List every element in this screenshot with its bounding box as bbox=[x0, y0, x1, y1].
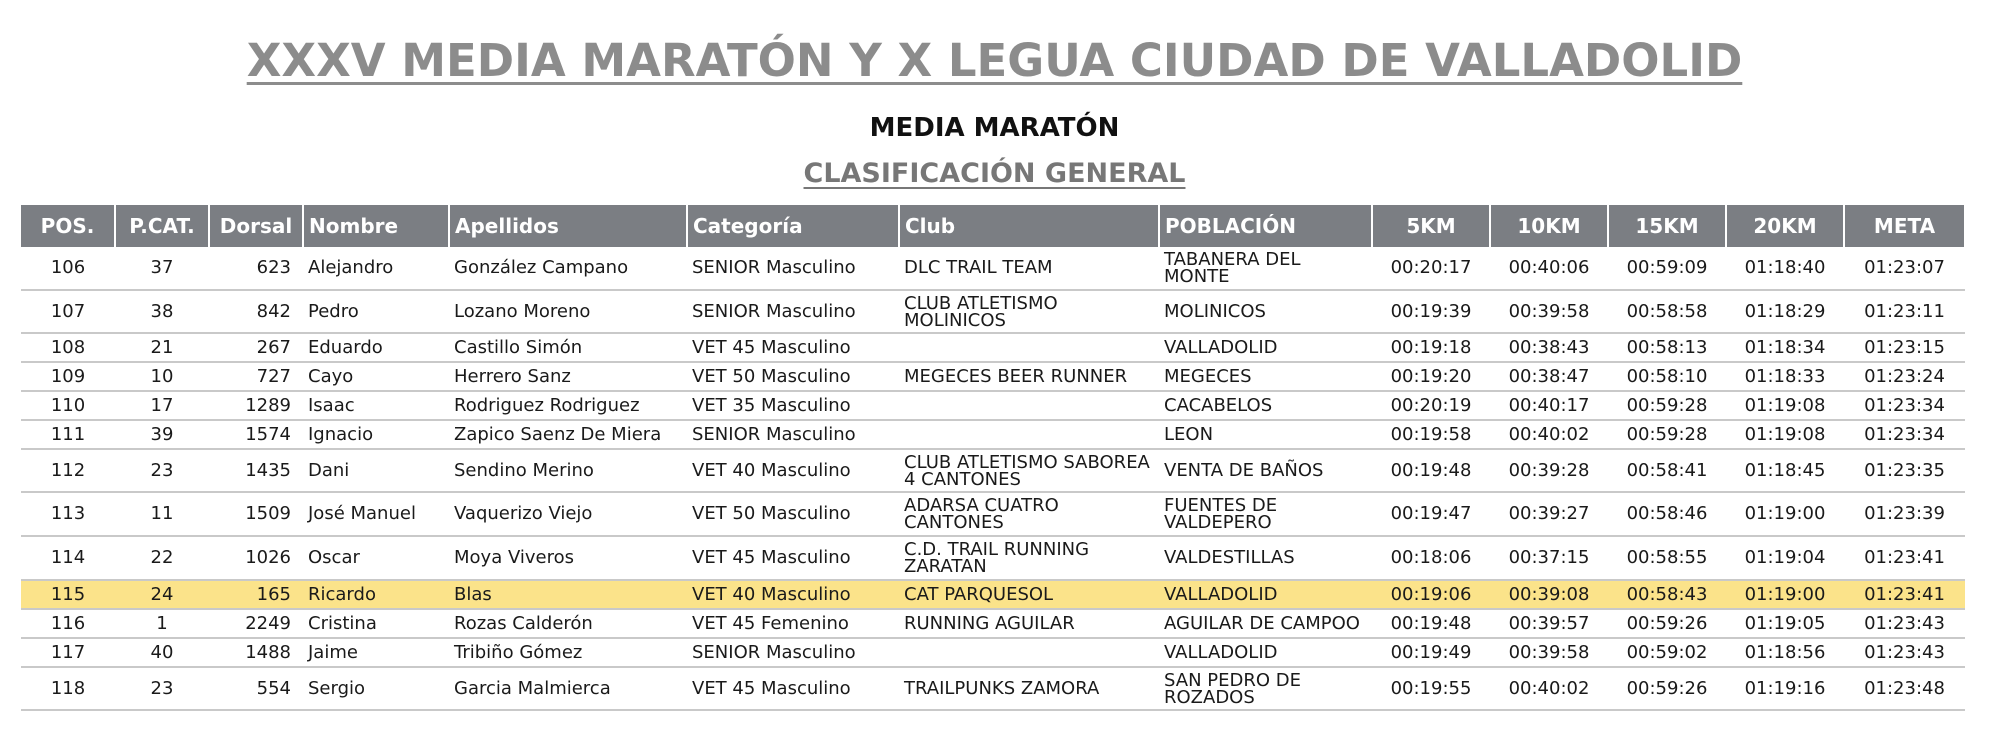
cell-meta: 01:23:43 bbox=[1844, 609, 1965, 638]
cell-pcat: 17 bbox=[115, 391, 209, 420]
cell-pos: 116 bbox=[21, 609, 115, 638]
cell-apellidos: González Campano bbox=[449, 247, 687, 290]
cell-dorsal: 267 bbox=[209, 333, 303, 362]
cell-pos: 115 bbox=[21, 580, 115, 609]
cell-apellidos: Moya Viveros bbox=[449, 536, 687, 580]
cell-nombre: Pedro bbox=[303, 290, 449, 333]
cell-20km: 01:19:16 bbox=[1726, 667, 1844, 710]
cell-pcat: 40 bbox=[115, 638, 209, 667]
cell-poblacion: VENTA DE BAÑOS bbox=[1159, 449, 1372, 492]
cell-20km: 01:19:00 bbox=[1726, 580, 1844, 609]
cell-10km: 00:39:08 bbox=[1490, 580, 1608, 609]
cell-dorsal: 1289 bbox=[209, 391, 303, 420]
cell-nombre: Sergio bbox=[303, 667, 449, 710]
page-title: XXXV MEDIA MARATÓN Y X LEGUA CIUDAD DE VALLADOLID bbox=[246, 34, 1743, 87]
cell-pos: 118 bbox=[21, 667, 115, 710]
cell-poblacion: AGUILAR DE CAMPOO bbox=[1159, 609, 1372, 638]
cell-categoria: VET 40 Masculino bbox=[687, 580, 899, 609]
cell-5km: 00:19:47 bbox=[1372, 492, 1490, 536]
cell-pcat: 23 bbox=[115, 667, 209, 710]
cell-meta: 01:23:34 bbox=[1844, 391, 1965, 420]
cell-nombre: José Manuel bbox=[303, 492, 449, 536]
cell-pos: 108 bbox=[21, 333, 115, 362]
cell-pcat: 1 bbox=[115, 609, 209, 638]
cell-pos: 112 bbox=[21, 449, 115, 492]
cell-nombre: Eduardo bbox=[303, 333, 449, 362]
cell-pos: 113 bbox=[21, 492, 115, 536]
table-header-row bbox=[21, 205, 1965, 247]
cell-nombre: Ignacio bbox=[303, 420, 449, 449]
col-header-poblacion: POBLACIÓN bbox=[1159, 205, 1372, 247]
cell-10km: 00:39:58 bbox=[1490, 638, 1608, 667]
cell-5km: 00:19:20 bbox=[1372, 362, 1490, 391]
cell-5km: 00:19:48 bbox=[1372, 449, 1490, 492]
cell-dorsal: 554 bbox=[209, 667, 303, 710]
cell-20km: 01:18:45 bbox=[1726, 449, 1844, 492]
cell-pos: 114 bbox=[21, 536, 115, 580]
cell-5km: 00:19:58 bbox=[1372, 420, 1490, 449]
cell-apellidos: Rodriguez Rodriguez bbox=[449, 391, 687, 420]
cell-20km: 01:19:00 bbox=[1726, 492, 1844, 536]
cell-20km: 01:18:40 bbox=[1726, 247, 1844, 290]
table-row bbox=[21, 391, 1965, 420]
col-header-pos: POS. bbox=[21, 205, 115, 247]
cell-20km: 01:19:05 bbox=[1726, 609, 1844, 638]
cell-club bbox=[899, 333, 1159, 362]
cell-meta: 01:23:15 bbox=[1844, 333, 1965, 362]
cell-categoria: SENIOR Masculino bbox=[687, 290, 899, 333]
cell-club: C.D. TRAIL RUNNING ZARATAN bbox=[899, 536, 1159, 580]
cell-nombre: Isaac bbox=[303, 391, 449, 420]
cell-meta: 01:23:24 bbox=[1844, 362, 1965, 391]
cell-apellidos: Lozano Moreno bbox=[449, 290, 687, 333]
cell-pcat: 21 bbox=[115, 333, 209, 362]
cell-club: CLUB ATLETISMO SABOREA 4 CANTONES bbox=[899, 449, 1159, 492]
col-header-meta: META bbox=[1844, 205, 1965, 247]
table-row bbox=[21, 247, 1965, 290]
cell-20km: 01:19:04 bbox=[1726, 536, 1844, 580]
cell-15km: 00:59:28 bbox=[1608, 391, 1726, 420]
cell-pcat: 24 bbox=[115, 580, 209, 609]
cell-5km: 00:20:19 bbox=[1372, 391, 1490, 420]
cell-10km: 00:38:43 bbox=[1490, 333, 1608, 362]
cell-apellidos: Blas bbox=[449, 580, 687, 609]
cell-dorsal: 1435 bbox=[209, 449, 303, 492]
cell-15km: 00:58:13 bbox=[1608, 333, 1726, 362]
cell-15km: 00:58:46 bbox=[1608, 492, 1726, 536]
table-row bbox=[21, 420, 1965, 449]
cell-poblacion: MEGECES bbox=[1159, 362, 1372, 391]
cell-pcat: 23 bbox=[115, 449, 209, 492]
cell-15km: 00:58:58 bbox=[1608, 290, 1726, 333]
col-header-dorsal: Dorsal bbox=[209, 205, 303, 247]
cell-poblacion: VALLADOLID bbox=[1159, 638, 1372, 667]
cell-nombre: Ricardo bbox=[303, 580, 449, 609]
cell-meta: 01:23:35 bbox=[1844, 449, 1965, 492]
cell-10km: 00:38:47 bbox=[1490, 362, 1608, 391]
cell-club bbox=[899, 638, 1159, 667]
cell-20km: 01:19:08 bbox=[1726, 391, 1844, 420]
results-table bbox=[21, 205, 1966, 711]
cell-dorsal: 1026 bbox=[209, 536, 303, 580]
cell-apellidos: Garcia Malmierca bbox=[449, 667, 687, 710]
cell-meta: 01:23:11 bbox=[1844, 290, 1965, 333]
cell-5km: 00:19:18 bbox=[1372, 333, 1490, 362]
cell-15km: 00:59:09 bbox=[1608, 247, 1726, 290]
cell-meta: 01:23:39 bbox=[1844, 492, 1965, 536]
cell-poblacion: VALDESTILLAS bbox=[1159, 536, 1372, 580]
cell-15km: 00:58:43 bbox=[1608, 580, 1726, 609]
cell-poblacion: TABANERA DEL MONTE bbox=[1159, 247, 1372, 290]
cell-poblacion: VALLADOLID bbox=[1159, 333, 1372, 362]
col-header-10km: 10KM bbox=[1490, 205, 1608, 247]
cell-pos: 109 bbox=[21, 362, 115, 391]
cell-nombre: Oscar bbox=[303, 536, 449, 580]
col-header-categoria: Categoría bbox=[687, 205, 899, 247]
cell-meta: 01:23:41 bbox=[1844, 580, 1965, 609]
cell-poblacion: CACABELOS bbox=[1159, 391, 1372, 420]
cell-dorsal: 1488 bbox=[209, 638, 303, 667]
cell-10km: 00:39:58 bbox=[1490, 290, 1608, 333]
cell-pcat: 10 bbox=[115, 362, 209, 391]
cell-15km: 00:59:26 bbox=[1608, 609, 1726, 638]
cell-pcat: 38 bbox=[115, 290, 209, 333]
col-header-15km: 15KM bbox=[1608, 205, 1726, 247]
cell-club: MEGECES BEER RUNNER bbox=[899, 362, 1159, 391]
cell-pcat: 22 bbox=[115, 536, 209, 580]
cell-poblacion: VALLADOLID bbox=[1159, 580, 1372, 609]
cell-20km: 01:18:33 bbox=[1726, 362, 1844, 391]
cell-20km: 01:18:56 bbox=[1726, 638, 1844, 667]
cell-club: TRAILPUNKS ZAMORA bbox=[899, 667, 1159, 710]
cell-nombre: Jaime bbox=[303, 638, 449, 667]
cell-nombre: Dani bbox=[303, 449, 449, 492]
cell-pcat: 37 bbox=[115, 247, 209, 290]
cell-categoria: SENIOR Masculino bbox=[687, 420, 899, 449]
cell-pos: 110 bbox=[21, 391, 115, 420]
cell-15km: 00:58:41 bbox=[1608, 449, 1726, 492]
cell-categoria: SENIOR Masculino bbox=[687, 247, 899, 290]
cell-5km: 00:19:39 bbox=[1372, 290, 1490, 333]
cell-5km: 00:18:06 bbox=[1372, 536, 1490, 580]
cell-dorsal: 2249 bbox=[209, 609, 303, 638]
cell-apellidos: Vaquerizo Viejo bbox=[449, 492, 687, 536]
cell-15km: 00:59:28 bbox=[1608, 420, 1726, 449]
cell-15km: 00:58:55 bbox=[1608, 536, 1726, 580]
col-header-apellidos: Apellidos bbox=[449, 205, 687, 247]
table-row bbox=[21, 492, 1965, 536]
table-row bbox=[21, 638, 1965, 667]
cell-categoria: VET 35 Masculino bbox=[687, 391, 899, 420]
cell-apellidos: Rozas Calderón bbox=[449, 609, 687, 638]
cell-dorsal: 165 bbox=[209, 580, 303, 609]
table-row-highlighted bbox=[21, 580, 1965, 609]
cell-club: CLUB ATLETISMO MOLINICOS bbox=[899, 290, 1159, 333]
cell-categoria: VET 45 Masculino bbox=[687, 536, 899, 580]
cell-10km: 00:39:27 bbox=[1490, 492, 1608, 536]
table-row bbox=[21, 449, 1965, 492]
cell-10km: 00:40:06 bbox=[1490, 247, 1608, 290]
cell-categoria: VET 50 Masculino bbox=[687, 362, 899, 391]
col-header-pcat: P.CAT. bbox=[115, 205, 209, 247]
cell-dorsal: 727 bbox=[209, 362, 303, 391]
cell-club: DLC TRAIL TEAM bbox=[899, 247, 1159, 290]
cell-apellidos: Tribiño Gómez bbox=[449, 638, 687, 667]
cell-club: RUNNING AGUILAR bbox=[899, 609, 1159, 638]
cell-meta: 01:23:41 bbox=[1844, 536, 1965, 580]
cell-dorsal: 1509 bbox=[209, 492, 303, 536]
cell-5km: 00:20:17 bbox=[1372, 247, 1490, 290]
cell-categoria: VET 50 Masculino bbox=[687, 492, 899, 536]
cell-10km: 00:39:57 bbox=[1490, 609, 1608, 638]
cell-5km: 00:19:06 bbox=[1372, 580, 1490, 609]
cell-meta: 01:23:48 bbox=[1844, 667, 1965, 710]
cell-categoria: VET 45 Masculino bbox=[687, 333, 899, 362]
cell-20km: 01:18:29 bbox=[1726, 290, 1844, 333]
cell-meta: 01:23:43 bbox=[1844, 638, 1965, 667]
col-header-nombre: Nombre bbox=[303, 205, 449, 247]
cell-pos: 117 bbox=[21, 638, 115, 667]
cell-nombre: Alejandro bbox=[303, 247, 449, 290]
cell-apellidos: Herrero Sanz bbox=[449, 362, 687, 391]
cell-categoria: VET 40 Masculino bbox=[687, 449, 899, 492]
cell-categoria: VET 45 Masculino bbox=[687, 667, 899, 710]
cell-poblacion: FUENTES DE VALDEPERO bbox=[1159, 492, 1372, 536]
table-row bbox=[21, 290, 1965, 333]
section-title: CLASIFICACIÓN GENERAL bbox=[803, 158, 1186, 189]
cell-10km: 00:37:15 bbox=[1490, 536, 1608, 580]
table-row bbox=[21, 362, 1965, 391]
cell-categoria: SENIOR Masculino bbox=[687, 638, 899, 667]
cell-poblacion: LEON bbox=[1159, 420, 1372, 449]
cell-meta: 01:23:34 bbox=[1844, 420, 1965, 449]
cell-nombre: Cristina bbox=[303, 609, 449, 638]
cell-10km: 00:40:17 bbox=[1490, 391, 1608, 420]
cell-apellidos: Zapico Saenz De Miera bbox=[449, 420, 687, 449]
cell-poblacion: MOLINICOS bbox=[1159, 290, 1372, 333]
race-subtitle: MEDIA MARATÓN bbox=[869, 113, 1120, 143]
cell-poblacion: SAN PEDRO DE ROZADOS bbox=[1159, 667, 1372, 710]
cell-pos: 106 bbox=[21, 247, 115, 290]
col-header-20km: 20KM bbox=[1726, 205, 1844, 247]
cell-club: CAT PARQUESOL bbox=[899, 580, 1159, 609]
table-row bbox=[21, 333, 1965, 362]
cell-5km: 00:19:49 bbox=[1372, 638, 1490, 667]
cell-15km: 00:59:26 bbox=[1608, 667, 1726, 710]
cell-categoria: VET 45 Femenino bbox=[687, 609, 899, 638]
cell-10km: 00:40:02 bbox=[1490, 667, 1608, 710]
cell-5km: 00:19:48 bbox=[1372, 609, 1490, 638]
cell-dorsal: 842 bbox=[209, 290, 303, 333]
cell-pcat: 11 bbox=[115, 492, 209, 536]
cell-pcat: 39 bbox=[115, 420, 209, 449]
cell-club: ADARSA CUATRO CANTONES bbox=[899, 492, 1159, 536]
col-header-club: Club bbox=[899, 205, 1159, 247]
cell-pos: 107 bbox=[21, 290, 115, 333]
cell-10km: 00:39:28 bbox=[1490, 449, 1608, 492]
col-header-5km: 5KM bbox=[1372, 205, 1490, 247]
cell-20km: 01:18:34 bbox=[1726, 333, 1844, 362]
cell-dorsal: 1574 bbox=[209, 420, 303, 449]
table-row bbox=[21, 609, 1965, 638]
cell-5km: 00:19:55 bbox=[1372, 667, 1490, 710]
cell-meta: 01:23:07 bbox=[1844, 247, 1965, 290]
cell-club bbox=[899, 420, 1159, 449]
cell-apellidos: Castillo Simón bbox=[449, 333, 687, 362]
cell-20km: 01:19:08 bbox=[1726, 420, 1844, 449]
table-row bbox=[21, 667, 1965, 710]
table-row bbox=[21, 536, 1965, 580]
cell-club bbox=[899, 391, 1159, 420]
cell-apellidos: Sendino Merino bbox=[449, 449, 687, 492]
cell-dorsal: 623 bbox=[209, 247, 303, 290]
cell-nombre: Cayo bbox=[303, 362, 449, 391]
cell-15km: 00:58:10 bbox=[1608, 362, 1726, 391]
cell-10km: 00:40:02 bbox=[1490, 420, 1608, 449]
cell-15km: 00:59:02 bbox=[1608, 638, 1726, 667]
cell-pos: 111 bbox=[21, 420, 115, 449]
